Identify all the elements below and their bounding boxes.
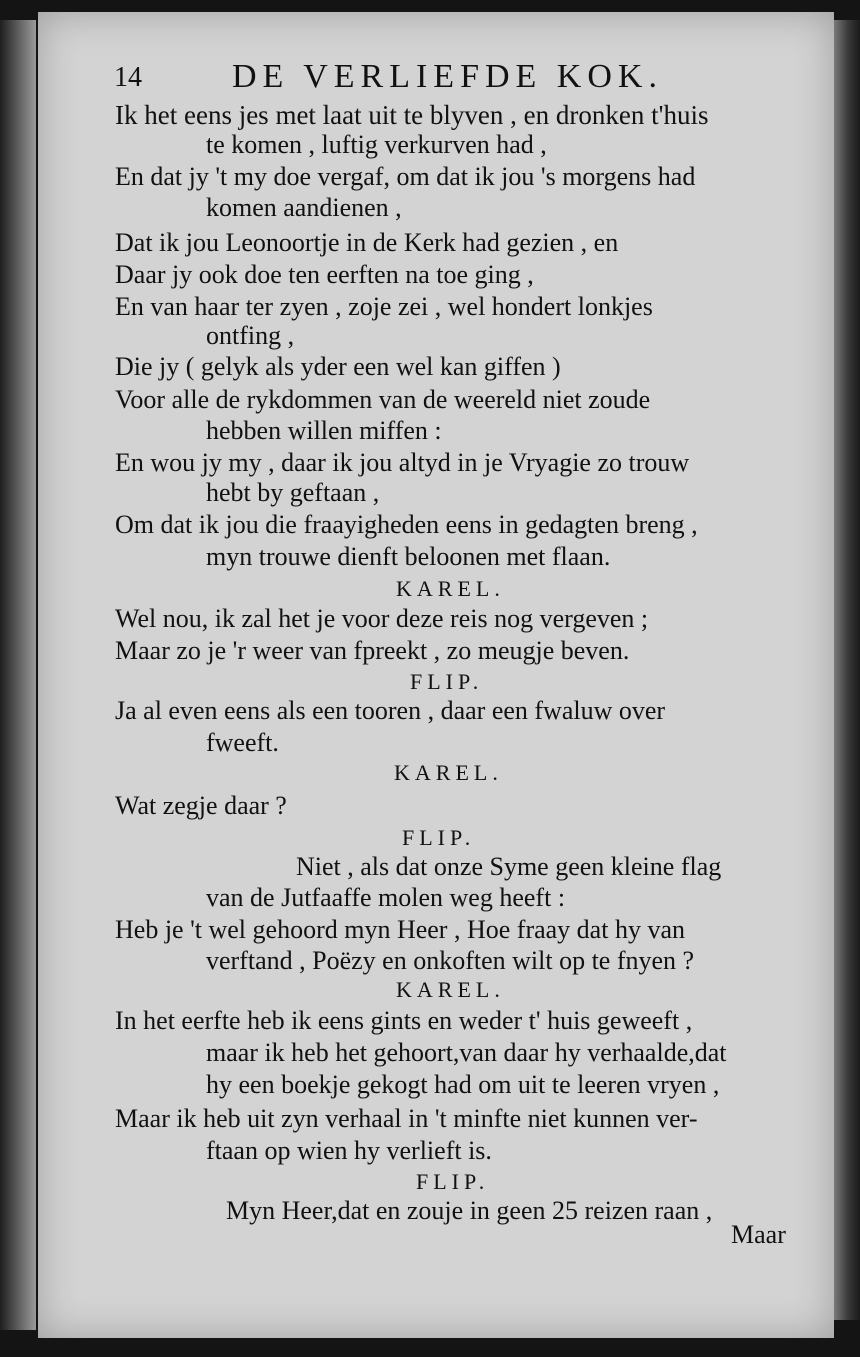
text-line: Dat ik jou Leonoortje in de Kerk had gezien , en [115,228,619,257]
book-binding-right [830,20,860,1320]
text-line: Wel nou, ik zal het je voor deze reis nog vergeven ; [115,604,649,633]
text-line: Niet , als dat onze Syme geen kleine flag [296,852,722,881]
text-line: En dat jy 't my doe vergaf, om dat ik jou 's morgens had [115,162,696,191]
text-line: komen aandienen , [206,193,402,222]
text-line: fweeft. [206,728,279,757]
page-header [108,52,808,102]
text-line: Die jy ( gelyk als yder een wel kan giffen ) [115,352,561,381]
text-line: Myn Heer,dat en zouje in geen 25 reizen raan , [226,1196,713,1225]
text-line: van de Jutfaaffe molen weg heeft : [206,883,566,912]
text-line: hebt by geftaan , [206,478,380,507]
text-line: Ik het eens jes met laat uit te blyven , en dronken t'huis [115,100,709,130]
text-line: maar ik heb het gehoort,van daar hy verhaalde,dat [206,1038,727,1067]
text-line: En van haar ter zyen , zoje zei , wel hondert lonkjes [115,292,653,321]
speaker-name: FLIP. [402,825,476,850]
page-number: 14 [114,62,142,93]
speaker-name: KAREL. [394,760,503,785]
text-line: Maar zo je 'r weer van fpreekt , zo meugje beven. [115,636,630,665]
book-binding-left [0,20,36,1330]
text-line: verftand , Poëzy en onkoften wilt op te fnyen ? [206,946,695,975]
text-line: te komen , luftig verkurven had , [206,130,547,159]
text-line: Voor alle de rykdommen van de weereld niet zoude [115,385,651,414]
text-line: In het eerfte heb ik eens gints en weder t' huis geweeft , [115,1006,693,1035]
speaker-name: KAREL. [396,576,505,601]
running-title: DE VERLIEFDE KOK. [232,58,663,95]
text-line: hy een boekje gekogt had om uit te leeren vryen , [206,1070,720,1099]
catchword: Maar [731,1220,786,1249]
text-line: Maar ik heb uit zyn verhaal in 't minfte niet kunnen ver- [115,1104,698,1133]
text-line: myn trouwe dienft beloonen met flaan. [206,542,611,571]
text-line: Wat zegje daar ? [115,791,287,820]
text-line: Ja al even eens als een tooren , daar een fwaluw over [115,696,666,725]
text-line: Daar jy ook doe ten eerften na toe ging , [115,260,534,289]
text-line: ontfing , [206,321,295,350]
speaker-name: FLIP. [410,669,484,694]
speaker-name: FLIP. [416,1169,490,1194]
text-line: En wou jy my , daar ik jou altyd in je Vryagie zo trouw [115,448,690,477]
text-line: ftaan op wien hy verlieft is. [206,1136,492,1165]
text-line: Om dat ik jou die fraayigheden eens in gedagten breng , [115,510,698,539]
speaker-name: KAREL. [396,977,505,1002]
text-line: hebben willen miffen : [206,416,442,445]
text-line: Heb je 't wel gehoord myn Heer , Hoe fraay dat hy van [115,915,685,944]
book-page [38,12,834,1338]
